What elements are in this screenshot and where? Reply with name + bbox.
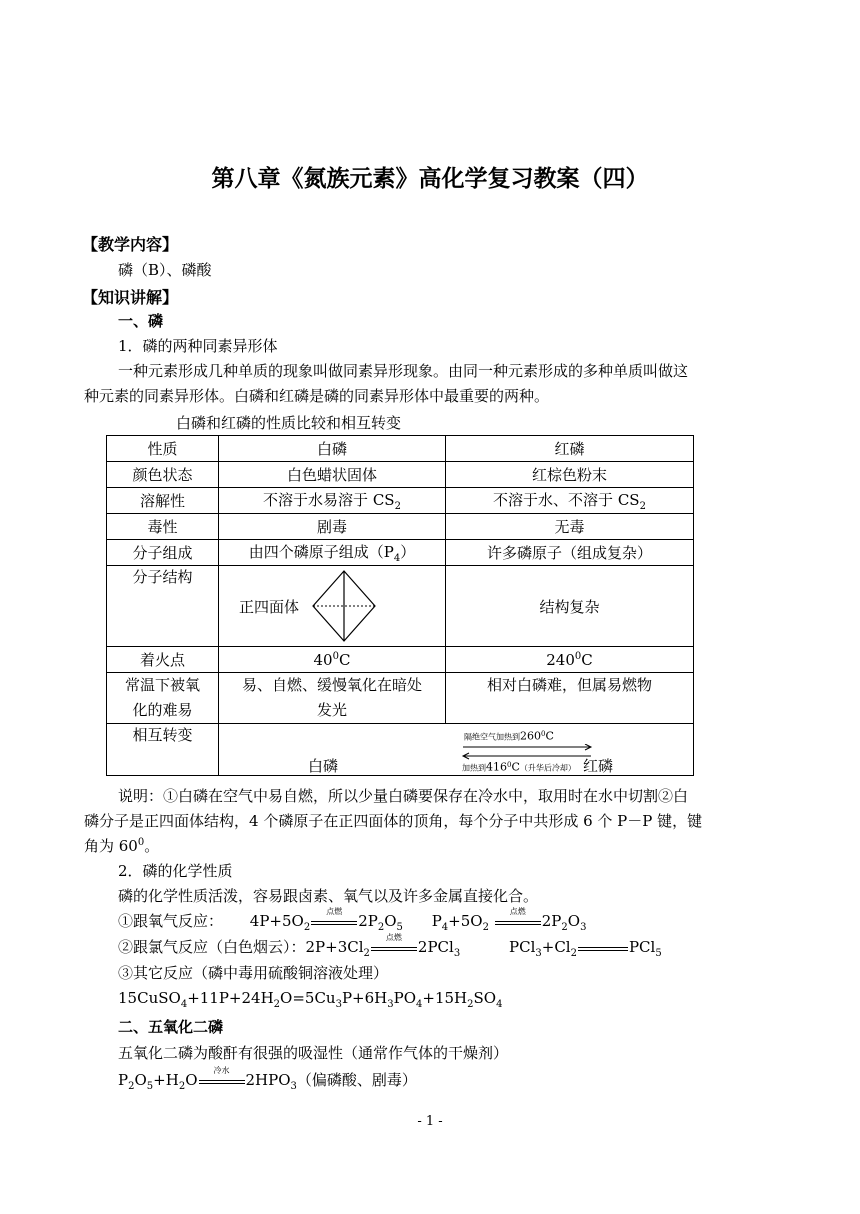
table-row: [107, 540, 694, 566]
sub1-para-line1: 一种元素形成几种单质的现象叫做同素异形现象。由同一种元素形成的多种单质叫做这: [118, 362, 689, 380]
part2-heading: 二、五氧化二磷: [118, 1018, 224, 1036]
table-cell: 溶解性: [107, 488, 219, 514]
cond-num: 260: [520, 729, 541, 743]
table-row: [107, 514, 694, 540]
table-cell: 结构复杂: [446, 566, 694, 647]
subscript: 4: [393, 553, 401, 564]
table-cell: [219, 540, 446, 566]
teaching-content-heading: 【教学内容】: [82, 235, 179, 254]
knowledge-heading: 【知识讲解】: [82, 288, 179, 307]
cell-line: 发光: [316, 701, 347, 719]
properties-table: [106, 435, 694, 776]
cell-text: C: [338, 650, 351, 669]
note-text: 角为 60: [84, 837, 138, 855]
table-caption: 白磷和红磷的性质比较和相互转变: [176, 414, 402, 432]
superscript: 0: [574, 650, 582, 662]
cond-unit: C: [545, 729, 554, 743]
superscript: 0: [137, 837, 145, 848]
part2-equation: $P_2O_5+H_2O$ 冷水 $2HPO_3$（偏磷酸、剧毒）: [118, 1066, 417, 1092]
eq-sign: 点燃: [311, 912, 357, 932]
table-cell: 分子组成: [107, 540, 219, 566]
conversion-right: 红磷: [583, 757, 614, 775]
table-row: [107, 673, 694, 724]
other-reaction-equation: $15CuSO_4+11P+24H_2O=5Cu_3P+6H_3PO_4+15H_2SO_4$: [118, 989, 503, 1010]
cell-text: 由四个磷原子组成（P: [248, 543, 394, 561]
cell-line: 易、自燃、缓慢氧化在暗处: [241, 676, 422, 694]
table-cell: [219, 724, 694, 776]
part1-heading: 一、磷: [118, 312, 164, 330]
table-cell: 毒性: [107, 514, 219, 540]
chem-heading: 2．磷的化学性质: [118, 862, 233, 880]
cond-num: 416: [486, 760, 507, 774]
table-cell: 红棕色粉末: [446, 462, 694, 488]
table-cell: 分子结构: [107, 566, 219, 647]
superscript: 0: [541, 730, 546, 738]
note-text: 。: [144, 837, 160, 855]
conversion-left: 白磷: [308, 757, 339, 775]
sub1-para-line2: 种元素的同素异形体。白磷和红磷是磷的同素异形体中最重要的两种。: [84, 387, 550, 405]
reaction-label: ①跟氧气反应：: [118, 912, 224, 930]
table-header-row: [107, 436, 694, 462]
cond-text: 加热到: [462, 763, 486, 773]
cell-text: 不溶于水易溶于 CS: [263, 491, 395, 509]
part2-text: 五氧化二磷为酸酐有很强的吸湿性（通常作气体的干燥剂）: [118, 1044, 509, 1062]
table-header-cell: 性质: [107, 436, 219, 462]
eq-sign: 冷水: [199, 1071, 245, 1091]
teaching-content-text: 磷（B）、磷酸: [118, 261, 212, 279]
table-cell: 相对白磷难，但属易燃物: [446, 673, 694, 724]
cell-text: 240: [546, 650, 575, 669]
conversion-arrows: [459, 744, 595, 760]
eq-sign: 点燃: [495, 912, 541, 932]
cell-text: 不溶于水、不溶于 CS: [493, 491, 640, 509]
note-line3: [84, 835, 159, 856]
cell-text: ）: [400, 543, 416, 561]
chem-intro: 磷的化学性质活泼，容易跟卤素、氧气以及许多金属直接化合。: [118, 887, 539, 905]
table-row: [107, 647, 694, 673]
subscript: 2: [639, 501, 646, 512]
table-cell: 颜色状态: [107, 462, 219, 488]
reaction-cl2-line: ②跟氯气反应（白色烟云）：$2P+3Cl_2$ 点燃 2PCl$_3$ $PCl_3+Cl_2$ PCl$_5$: [118, 933, 662, 959]
table-cell: 白色蜡状固体: [219, 462, 446, 488]
product-note: （偏磷酸、剧毒）: [296, 1071, 417, 1089]
table-cell: [446, 647, 694, 673]
cell-text: C: [581, 650, 593, 669]
superscript: 0: [507, 761, 512, 769]
tetrahedron-diagram: [311, 569, 377, 643]
cond-unit: C: [511, 760, 520, 774]
conversion-bottom-condition: [462, 760, 576, 774]
table-header-cell: 红磷: [446, 436, 694, 462]
table-row: [107, 488, 694, 514]
table-cell: 无毒: [446, 514, 694, 540]
table-cell: 剧毒: [219, 514, 446, 540]
table-cell: [219, 566, 446, 647]
note-line1: 说明：①白磷在空气中易自燃，所以少量白磷要保存在冷水中，取用时在水中切割②白: [118, 787, 689, 805]
page-number: - 1 -: [417, 1114, 443, 1129]
cell-text: 正四面体: [239, 597, 300, 616]
cond-text: （升华后冷却）: [519, 763, 576, 773]
table-cell: [107, 673, 219, 724]
table-cell: [219, 647, 446, 673]
table-cell: [446, 488, 694, 514]
table-cell: 许多磷原子（组成复杂）: [446, 540, 694, 566]
table-header-cell: 白磷: [219, 436, 446, 462]
table-cell: [219, 488, 446, 514]
table-cell: 相互转变: [107, 724, 219, 776]
eq-sign: 点燃: [371, 938, 417, 958]
reaction-o2-line: ①跟氧气反应： $4P+5O_2$ 点燃 $2P_2O_5$ $P_4+5O_2$ 点燃 $2P_2O_3$: [118, 907, 587, 933]
cond-text: 隔绝空气加热到: [464, 732, 520, 742]
note-line2: 磷分子是正四面体结构，4 个磷原子在正四面体的顶角，每个分子中共形成 6 个 P－P 键，键: [84, 812, 703, 830]
cell-line: 常温下被氧: [124, 676, 200, 694]
cell-text: 40: [313, 650, 333, 669]
table-row: [107, 462, 694, 488]
sub1-heading: 1．磷的两种同素异形体: [118, 337, 278, 355]
table-row: [107, 566, 694, 647]
table-cell: [219, 673, 446, 724]
cell-line: 化的难易: [132, 701, 193, 719]
superscript: 0: [332, 650, 339, 662]
conversion-top-condition: [464, 729, 554, 743]
table-cell: 着火点: [107, 647, 219, 673]
eq-sign: [578, 938, 628, 958]
table-row: [107, 724, 694, 776]
subscript: 2: [394, 501, 401, 512]
reaction-label: ②跟氯气反应（白色烟云）：: [118, 938, 306, 956]
other-reaction-label: ③其它反应（磷中毒用硫酸铜溶液处理）: [118, 964, 389, 982]
page-title: 第八章《氮族元素》高化学复习教案（四）: [211, 166, 649, 192]
